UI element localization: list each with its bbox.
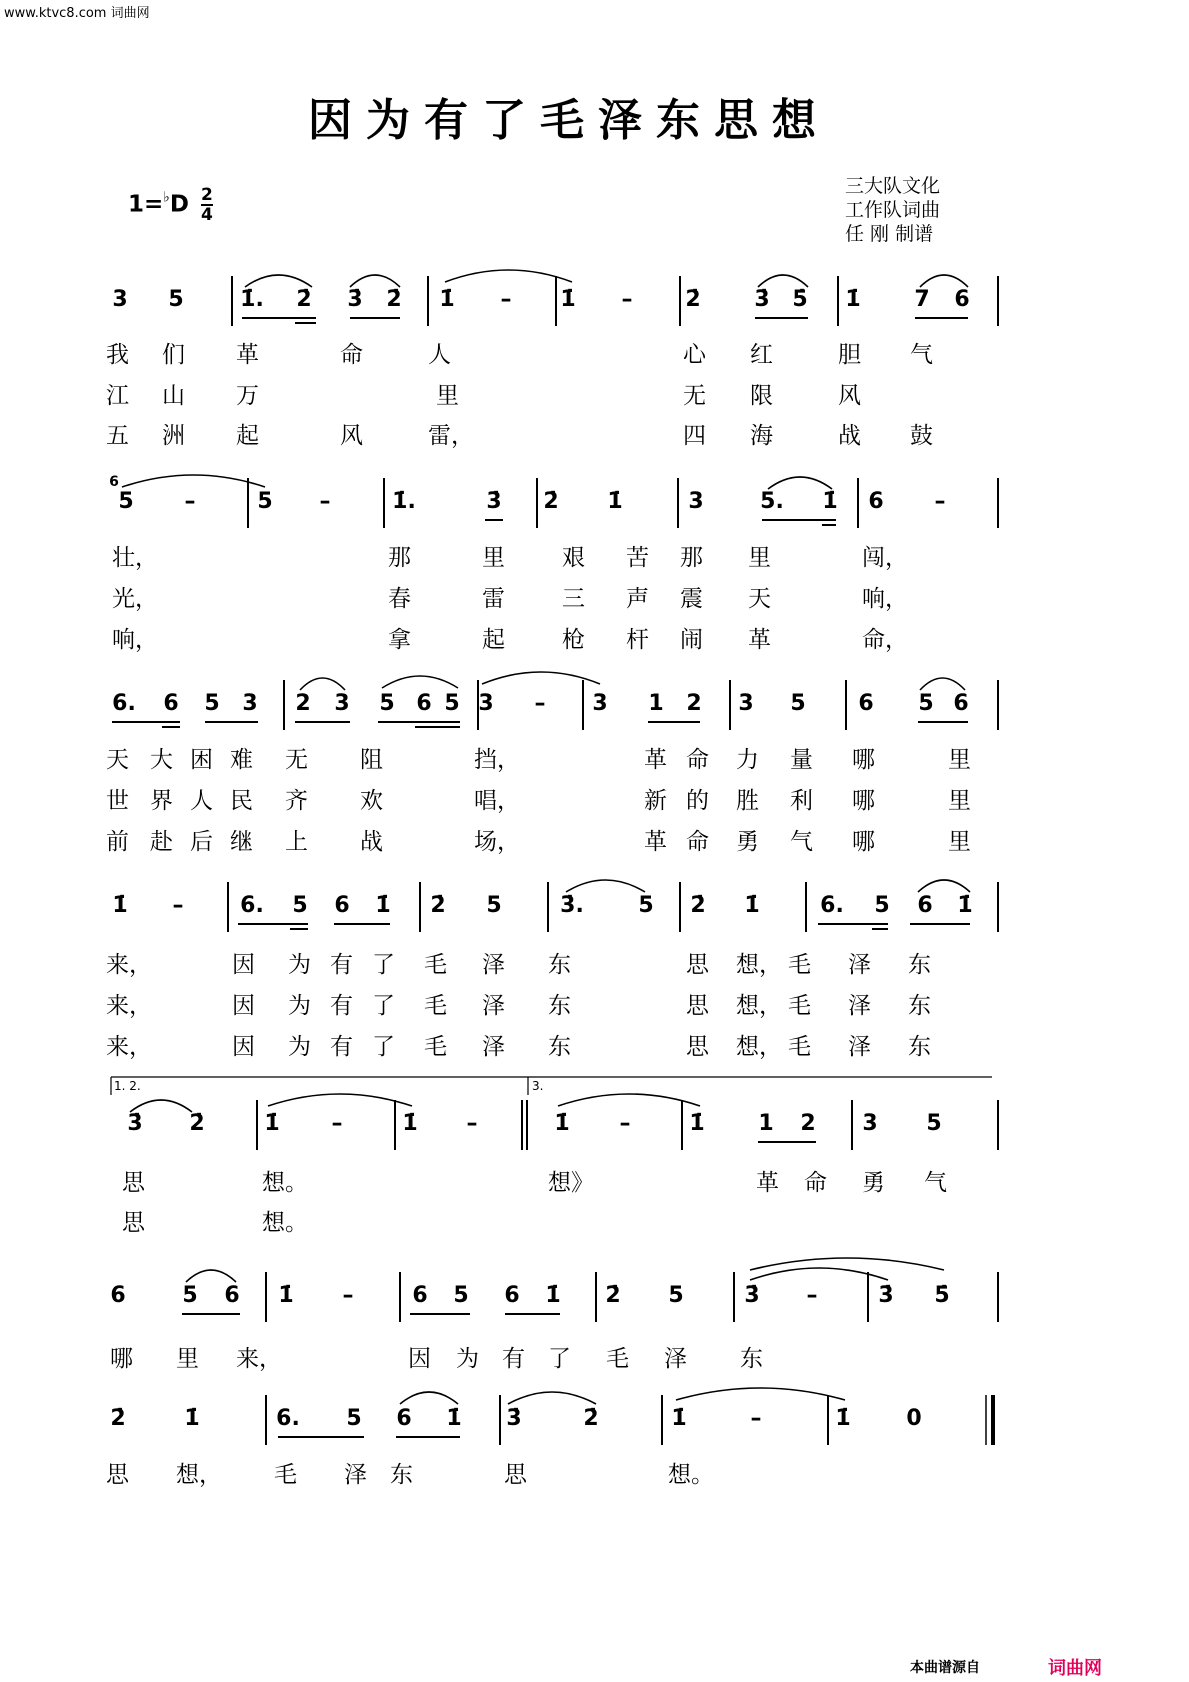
time-bottom: 4 [201,205,213,225]
lyric-char: 东 [548,1034,571,1060]
note: – [172,893,184,918]
slur-arc [400,1392,458,1404]
lyric-char: 界 [150,788,173,814]
note: 6 [953,691,969,716]
lyric-char: 毛 [788,952,811,978]
lyric-char: 毛 [788,993,811,1019]
lyric-char: 风 [838,383,861,409]
note: 2̇ [386,287,402,312]
lyric-char: 泽 [848,952,871,978]
lyric-char: 气 [924,1170,947,1196]
lyric-char: 里 [948,747,971,773]
lyric-char: 命， [862,627,908,653]
credit-line: 任 刚 制谱 [845,223,934,245]
note: 3̇ [127,1111,143,1136]
slur-arc [382,676,458,688]
note: – [184,489,196,514]
note: 5̇ [934,1283,950,1308]
note: 1̇ [264,1111,280,1136]
note: 6. [240,893,264,918]
lyric-char: 量 [790,747,813,773]
note: 5 [168,287,184,312]
note: 3 [478,691,494,716]
lyric-char: 有 [330,952,353,978]
slur-arc [920,275,968,287]
note: 1̇ [822,489,838,514]
lyric-char: 里 [482,545,505,571]
lyric-char: 无 [285,747,308,773]
lyric-char: 有 [330,993,353,1019]
lyric-char: 思 [686,952,709,978]
site-logo: 词曲网 [1048,1658,1102,1679]
lyric-char: 哪 [852,829,875,855]
note: 1̇ [375,893,391,918]
note: 2̇ [430,893,446,918]
note: 1̇. [392,489,416,514]
note: 6 [412,1283,428,1308]
lyric-char: 想， [736,993,782,1019]
lyric-char: 了 [372,1034,395,1060]
watermark: www.ktvc8.com 词曲网 [4,6,150,21]
lyric-char: 洲 [162,423,185,449]
note: 6 [334,893,350,918]
note: 6. [276,1406,300,1431]
lyric-char: 拿 [388,627,411,653]
lyric-char: 困 [190,747,213,773]
slur-arc [918,880,970,892]
lyric-char: 胆 [838,342,861,368]
lyric-char: 因 [232,993,255,1019]
note: 5. [760,489,784,514]
lyric-char: 东 [908,993,931,1019]
lyric-char: 枪 [562,627,585,653]
lyric-char: 响， [862,586,908,612]
note: 1̇ [671,1406,687,1431]
lyric-char: 风 [340,423,363,449]
lyric-char: 里 [948,829,971,855]
lyric-char: 泽 [664,1346,687,1372]
lyric-char: 泽 [848,993,871,1019]
source-text: 本曲谱源自 [910,1660,980,1676]
note: 2̇ [543,489,559,514]
note: 1̇ [957,893,973,918]
note: 5 [379,691,395,716]
lyric-char: 海 [750,423,773,449]
lyric-char: 里 [436,383,459,409]
lyric-char: 革 [644,747,667,773]
lyric-char: 新 [644,788,667,814]
note: 5 [638,893,654,918]
note: 2̇ [110,1406,126,1431]
lyric-char: 闹 [680,627,703,653]
lyric-char: 难 [230,747,253,773]
lyric-char: 革 [748,627,771,653]
note: 3̇ [506,1406,522,1431]
lyric-char: 哪 [110,1346,133,1372]
lyric-char: 限 [750,383,773,409]
lyric-char: 战 [360,829,383,855]
lyric-char: 天 [748,586,771,612]
lyric-char: 思 [122,1210,145,1236]
lyric-char: 命 [340,342,363,368]
lyric-char: 哪 [852,788,875,814]
note: 5 [292,893,308,918]
lyric-char: 场， [474,829,520,855]
lyric-char: 了 [548,1346,571,1372]
lyric-char: 挡， [474,747,520,773]
note: – [331,1111,343,1136]
lyric-char: 唱， [474,788,520,814]
note: 2 [800,1111,816,1136]
lyric-char: 雷 [482,586,505,612]
lyric-char: 想。 [262,1170,308,1196]
lyric-char: 革 [644,829,667,855]
lyric-char: 哪 [852,747,875,773]
lyric-char: 里 [748,545,771,571]
note: 1 [648,691,664,716]
note: 5̇ [792,287,808,312]
lyric-char: 勇 [862,1170,885,1196]
note: 1̇ [835,1406,851,1431]
lyric-char: 闯， [862,545,908,571]
note: 3 [334,691,350,716]
note: 6 [917,893,933,918]
note: 2 [686,691,702,716]
lyric-char: 来， [106,1034,152,1060]
lyric-char: 思 [686,993,709,1019]
lyric-char: 里 [948,788,971,814]
note: 3 [688,489,704,514]
note: 5 [874,893,890,918]
lyric-char: 那 [388,545,411,571]
note: 5 [346,1406,362,1431]
note: – [619,1111,631,1136]
lyric-char: 万 [236,383,259,409]
note: 0 [906,1406,922,1431]
lyric-char: 因 [232,952,255,978]
slur-arc [186,1270,236,1282]
note: 3 [112,287,128,312]
note: 1̇ [689,1111,705,1136]
lyric-char: 为 [288,993,311,1019]
note: 6 [224,1283,240,1308]
lyric-char: 起 [236,423,259,449]
lyric-char: 那 [680,545,703,571]
lyric-char: 战 [838,423,861,449]
note: 2̇ [296,287,312,312]
slur-arc [300,678,345,690]
slur-arc [676,1388,845,1400]
note: 2̇ [690,893,706,918]
lyric-char: 泽 [482,1034,505,1060]
note: 5 [444,691,460,716]
note: – [319,489,331,514]
lyric-char: 人 [190,788,213,814]
note: 5 [486,893,502,918]
note: 3 [862,1111,878,1136]
lyric-char: 为 [456,1346,479,1372]
lyric-char: 里 [176,1346,199,1372]
lyric-char: 因 [408,1346,431,1372]
lyric-char: 春 [388,586,411,612]
note: 6 [954,287,970,312]
lyric-char: 来， [106,952,152,978]
lyric-char: 泽 [482,952,505,978]
lyric-char: 气 [790,829,813,855]
lyric-char: 了 [372,993,395,1019]
lyric-char: 艰 [562,545,585,571]
lyric-char: 山 [162,383,185,409]
note: 6 [504,1283,520,1308]
lyric-char: 前 [106,829,129,855]
note: 6. [112,691,136,716]
lyric-char: 的 [686,788,709,814]
lyric-char: 天 [106,747,129,773]
credit-line: 工作队词曲 [845,199,941,221]
time-top: 2 [201,185,213,205]
note: 2̇ [583,1406,599,1431]
lyric-char: 继 [230,829,253,855]
lyric-char: 东 [908,1034,931,1060]
song-title: 因为有了毛泽东思想 [308,95,830,146]
lyric-char: 民 [230,788,253,814]
lyric-char: 思 [106,1462,129,1488]
lyric-char: 心 [683,342,706,368]
lyric-char: 杆 [626,627,649,653]
note: – [621,287,633,312]
lyric-char: 阻 [360,747,383,773]
lyric-char: 泽 [482,993,505,1019]
note: – [466,1111,478,1136]
slur-arc [508,1392,596,1404]
lyric-char: 齐 [285,788,308,814]
lyric-char: 赴 [150,829,173,855]
slur-arc [268,1094,412,1106]
slur-arc [768,477,832,489]
note: – [934,489,946,514]
note: 3̇. [560,893,584,918]
lyric-char: 后 [190,829,213,855]
credit-line: 三大队文化 [845,175,941,197]
lyric-char: 声 [626,586,649,612]
lyric-char: 我 [106,342,129,368]
lyric-char: 壮， [112,545,158,571]
note: 5 [182,1283,198,1308]
lyric-char: 来， [236,1346,282,1372]
note: – [750,1406,762,1431]
slur-arc [122,475,265,487]
slur-arc [558,1094,700,1106]
volta-label: 3. [532,1079,544,1093]
lyric-char: 气 [910,342,933,368]
lyric-char: 思 [122,1170,145,1196]
note: 1̇ [402,1111,418,1136]
note: – [806,1283,818,1308]
note: 6 [858,691,874,716]
lyric-char: 想。 [262,1210,308,1236]
note: 2̇ [685,287,701,312]
key-note: D [169,191,189,218]
lyric-char: 红 [750,342,773,368]
note: 3̇ [486,489,502,514]
note: 1̇ [446,1406,462,1431]
lyric-char: 欢 [360,788,383,814]
lyric-char: 有 [502,1346,525,1372]
slur-arc [445,270,572,282]
note: 5 [790,691,806,716]
lyric-char: 想。 [668,1462,714,1488]
lyric-char: 命 [686,829,709,855]
note: 7 [914,287,930,312]
key-prefix: 1= [128,191,164,218]
lyric-char: 起 [482,627,505,653]
lyric-char: 五 [106,423,129,449]
note: 5 [118,489,134,514]
lyric-char: 胜 [736,788,759,814]
note: 1̇ [554,1111,570,1136]
lyric-char: 想， [736,952,782,978]
note: 3̇ [754,287,770,312]
lyric-char: 思 [504,1462,527,1488]
note: 5 [926,1111,942,1136]
lyric-char: 想》 [548,1170,594,1196]
note: 1̇ [845,287,861,312]
lyric-char: 因 [232,1034,255,1060]
slur-arc [920,678,965,690]
lyric-char: 革 [236,342,259,368]
lyric-char: 利 [790,788,813,814]
note: 6 [396,1406,412,1431]
lyric-char: 鼓 [910,423,933,449]
lyric-char: 大 [150,747,173,773]
note: 5 [257,489,273,514]
note: 1̇ [184,1406,200,1431]
note: – [500,287,512,312]
note: 3̇ [744,1283,760,1308]
note: 1̇ [607,489,623,514]
note: 6 [163,691,179,716]
lyric-char: 思 [686,1034,709,1060]
lyric-char: 力 [736,747,759,773]
lyric-char: 勇 [736,829,759,855]
lyric-char: 毛 [274,1462,297,1488]
note: 6 [868,489,884,514]
lyric-char: 有 [330,1034,353,1060]
note: 6 [416,691,432,716]
note: 1̇ [439,287,455,312]
lyric-char: 为 [288,952,311,978]
lyric-char: 震 [680,586,703,612]
lyric-char: 泽 [344,1462,367,1488]
flat-sign: ♭ [163,189,170,206]
lyric-char: 三 [562,586,585,612]
note: 6 [109,474,119,490]
note: 1̇ [744,893,760,918]
lyric-char: 东 [740,1346,763,1372]
note: 5 [453,1283,469,1308]
note: 6. [820,893,844,918]
note: 1̇ [278,1283,294,1308]
lyric-char: 为 [288,1034,311,1060]
lyric-char: 毛 [424,1034,447,1060]
lyric-char: 毛 [424,952,447,978]
lyric-char: 光， [112,586,158,612]
lyric-char: 泽 [848,1034,871,1060]
lyric-char: 无 [683,383,706,409]
lyric-char: 东 [908,952,931,978]
lyric-char: 毛 [606,1346,629,1372]
lyric-char: 命 [804,1170,827,1196]
note: 3 [242,691,258,716]
lyric-char: 了 [372,952,395,978]
lyric-char: 人 [428,342,451,368]
slur-arc [245,275,312,287]
lyric-char: 来， [106,993,152,1019]
lyric-char: 世 [106,788,129,814]
note: 2̇ [605,1283,621,1308]
volta-label: 1. 2. [114,1079,141,1093]
lyric-char: 江 [106,383,129,409]
lyric-char: 四 [683,423,706,449]
lyric-char: 们 [162,342,185,368]
note: – [534,691,546,716]
note: 5 [918,691,934,716]
slur-arc [350,275,400,287]
note: 3̇ [347,287,363,312]
note: 2 [295,691,311,716]
note: 1 [758,1111,774,1136]
slur-arc [566,880,645,892]
note: 3 [592,691,608,716]
note: – [342,1283,354,1308]
lyric-char: 东 [390,1462,413,1488]
note: 3 [738,691,754,716]
slur-arc [750,1258,944,1270]
lyric-char: 响， [112,627,158,653]
lyric-char: 东 [548,952,571,978]
lyric-char: 命 [686,747,709,773]
note: 1̇ [112,893,128,918]
lyric-char: 苦 [626,545,649,571]
lyric-char: 毛 [788,1034,811,1060]
note: 5 [204,691,220,716]
lyric-char: 上 [285,829,308,855]
lyric-char: 雷， [428,423,474,449]
slur-arc [758,275,808,287]
note: 1̇ [545,1283,561,1308]
lyric-char: 想， [736,1034,782,1060]
note: 3̇ [878,1283,894,1308]
note: 2̇ [189,1111,205,1136]
lyric-char: 东 [548,993,571,1019]
lyric-char: 想， [176,1462,222,1488]
note: 5 [668,1283,684,1308]
note: 6 [110,1283,126,1308]
lyric-char: 毛 [424,993,447,1019]
lyric-char: 革 [756,1170,779,1196]
note: 1̇ [560,287,576,312]
note: 1̇. [240,287,264,312]
